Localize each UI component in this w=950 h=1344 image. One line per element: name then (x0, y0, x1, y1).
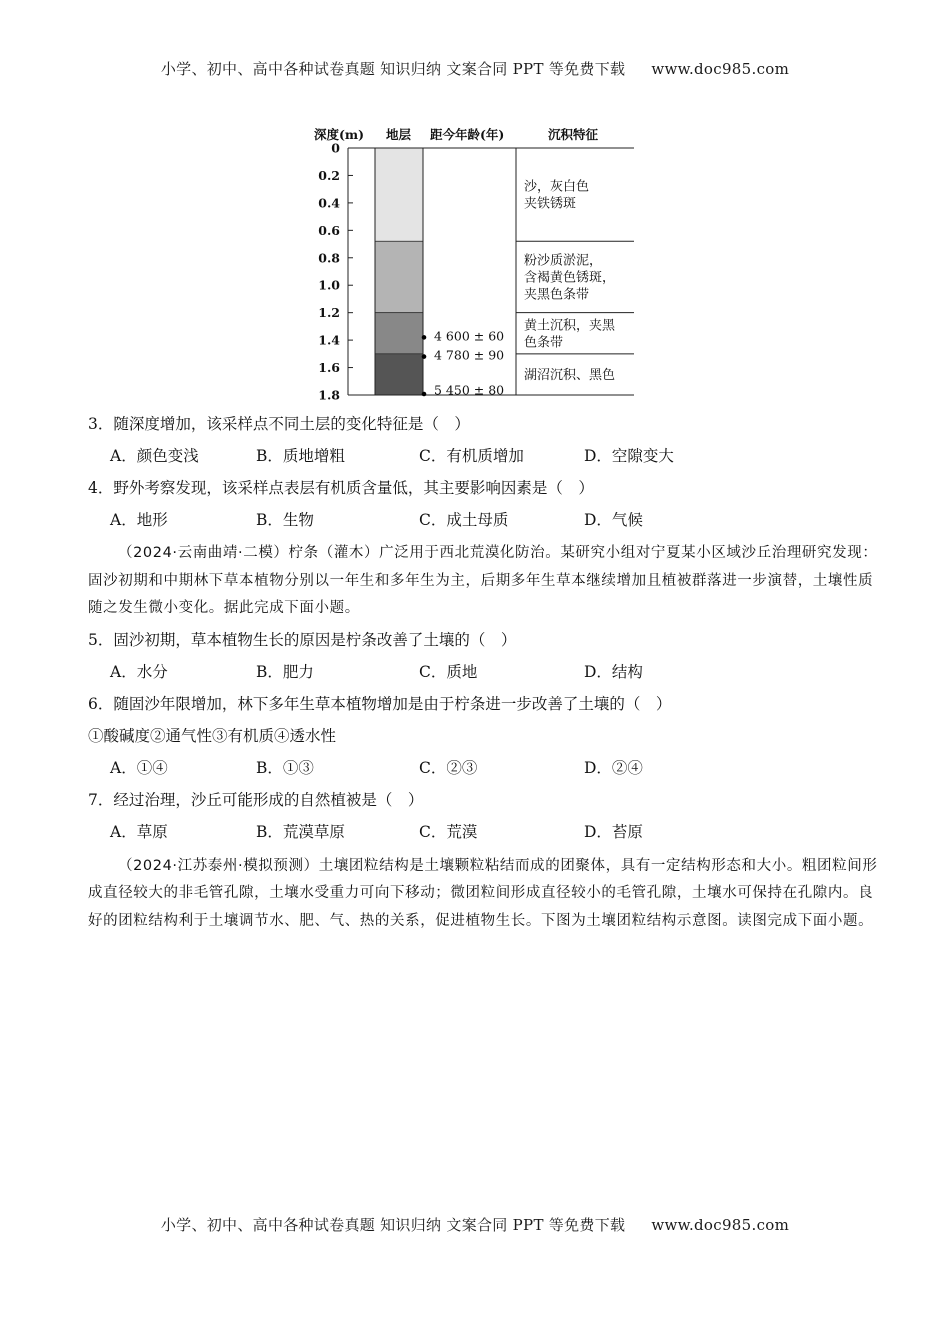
question-6-options (88, 754, 878, 786)
q5-option-c[interactable]: C．质地 (419, 662, 478, 681)
q6-option-c[interactable]: C．②③ (419, 758, 478, 777)
question-4-stem: 4．野外考察发现，该采样点表层有机质含量低，其主要影响因素是（ ） (88, 479, 594, 497)
footer-url[interactable]: www.doc985.com (651, 1216, 790, 1234)
depth-tick-label: 1.4 (318, 332, 340, 348)
soil-layer-4 (375, 354, 423, 395)
q3-option-d[interactable]: D．空隙变大 (584, 447, 674, 465)
question-6-subitems: ①酸碱度②通气性③有机质④透水性 (88, 726, 337, 745)
age-sample-point (422, 335, 427, 340)
depth-tick-label: 0.8 (318, 250, 340, 266)
depth-tick-label: 1.8 (318, 387, 340, 403)
q4-option-c[interactable]: C．成土母质 (419, 511, 509, 529)
question-6-stem: 6．随固沙年限增加，林下多年生草本植物增加是由于柠条进一步改善了土壤的（ ） (88, 694, 672, 713)
layer-feature-text: 色条带 (524, 335, 564, 351)
layer-feature-text: 湖沼沉积、黑色 (524, 367, 616, 383)
question-3-options (88, 442, 878, 474)
depth-tick-label: 1.6 (318, 360, 340, 376)
q4-option-b[interactable]: B．生物 (256, 511, 314, 529)
depth-tick-label: 0.4 (318, 195, 340, 211)
page-header (0, 58, 950, 79)
depth-tick-label: 0.6 (318, 222, 340, 238)
q4-option-d[interactable]: D．气候 (584, 511, 643, 529)
soil-profile-figure (300, 122, 645, 404)
question-5-stem: 5．固沙初期，草本植物生长的原因是柠条改善了土壤的（ ） (88, 630, 517, 649)
age-label: 4 600 ± 60 (434, 328, 505, 344)
question-content (88, 410, 878, 935)
q4-option-a[interactable]: A．地形 (110, 511, 168, 529)
header-text: 小学、初中、高中各种试卷真题 知识归纳 文案合同 PPT 等免费下载 (160, 60, 626, 78)
page-footer (0, 1214, 950, 1235)
soil-layer-1 (375, 148, 423, 241)
depth-tick-label: 1.0 (318, 277, 340, 293)
q5-option-b[interactable]: B．肥力 (256, 662, 314, 681)
q5-option-a[interactable]: A．水分 (110, 662, 168, 681)
header-layer: 地层 (386, 127, 412, 142)
q5-option-d[interactable]: D．结构 (584, 662, 643, 681)
layer-feature-text: 夹铁锈斑 (524, 196, 577, 212)
q7-option-b[interactable]: B．荒漠草原 (256, 822, 345, 841)
q7-option-d[interactable]: D．苔原 (584, 822, 643, 841)
age-sample-point (422, 392, 427, 397)
q3-option-c[interactable]: C．有机质增加 (419, 447, 524, 465)
q6-option-a[interactable]: A．①④ (110, 758, 168, 777)
depth-tick-label: 0 (331, 140, 340, 156)
layer-feature-text: 夹黑色条带 (524, 287, 590, 303)
footer-text: 小学、初中、高中各种试卷真题 知识归纳 文案合同 PPT 等免费下载 (160, 1216, 626, 1234)
header-url[interactable]: www.doc985.com (651, 60, 790, 78)
q6-option-b[interactable]: B．①③ (256, 758, 314, 777)
header-depth: 深度(m) (314, 127, 365, 142)
q7-option-c[interactable]: C．荒漠 (419, 822, 478, 841)
header-age: 距今年龄(年) (430, 127, 505, 142)
layer-feature-text: 粉沙质淤泥， (524, 253, 603, 269)
depth-tick-label: 1.2 (318, 305, 340, 321)
q6-option-d[interactable]: D．②④ (584, 758, 643, 777)
age-label: 5 450 ± 80 (434, 382, 505, 398)
question-7-stem: 7．经过治理，沙丘可能形成的自然植被是（ ） (88, 790, 424, 809)
question-7-options (88, 818, 878, 850)
layer-feature-text: 沙，灰白色 (524, 179, 590, 195)
depth-tick-label: 0.2 (318, 167, 340, 183)
passage-1: （2024·云南曲靖·二模）柠条（灌木）广泛用于西北荒漠化防治。某研究小组对宁夏某小区域沙丘治理研究发现：固沙初期和中期林下草本植物分别以一年生和多年生为主，后期多年生草本继续增加且植被群落进一步演替，土壤性质随之发生微小变化。据此完成下面小题。 (88, 545, 878, 616)
age-label: 4 780 ± 90 (434, 347, 505, 363)
soil-layer-2 (375, 241, 423, 312)
q7-option-a[interactable]: A．草原 (110, 822, 168, 841)
question-5-options (88, 658, 878, 690)
passage-2: （2024·江苏泰州·模拟预测）土壤团粒结构是土壤颗粒粘结而成的团聚体，具有一定结构形态和大小。粗团粒间形成直径较大的非毛管孔隙，土壤水受重力可向下移动；微团粒间形成直径较小的毛管孔隙，土壤水可保持在孔隙内。良好的团粒结构利于土壤调节水、肥、气、热的关系，促进植物生长。下图为土壤团粒结构示意图。读图完成下面小题。 (88, 857, 878, 929)
question-3-stem: 3．随深度增加，该采样点不同土层的变化特征是（ ） (88, 415, 470, 433)
header-feature: 沉积特征 (548, 127, 599, 142)
q3-option-a[interactable]: A．颜色变浅 (110, 447, 199, 465)
layer-feature-text: 含褐黄色锈斑， (524, 270, 616, 286)
age-sample-point (422, 354, 427, 359)
layer-feature-text: 黄土沉积，夹黑 (524, 318, 616, 334)
soil-layer-3 (375, 313, 423, 354)
q3-option-b[interactable]: B．质地增粗 (256, 447, 345, 465)
question-4-options (88, 506, 878, 538)
